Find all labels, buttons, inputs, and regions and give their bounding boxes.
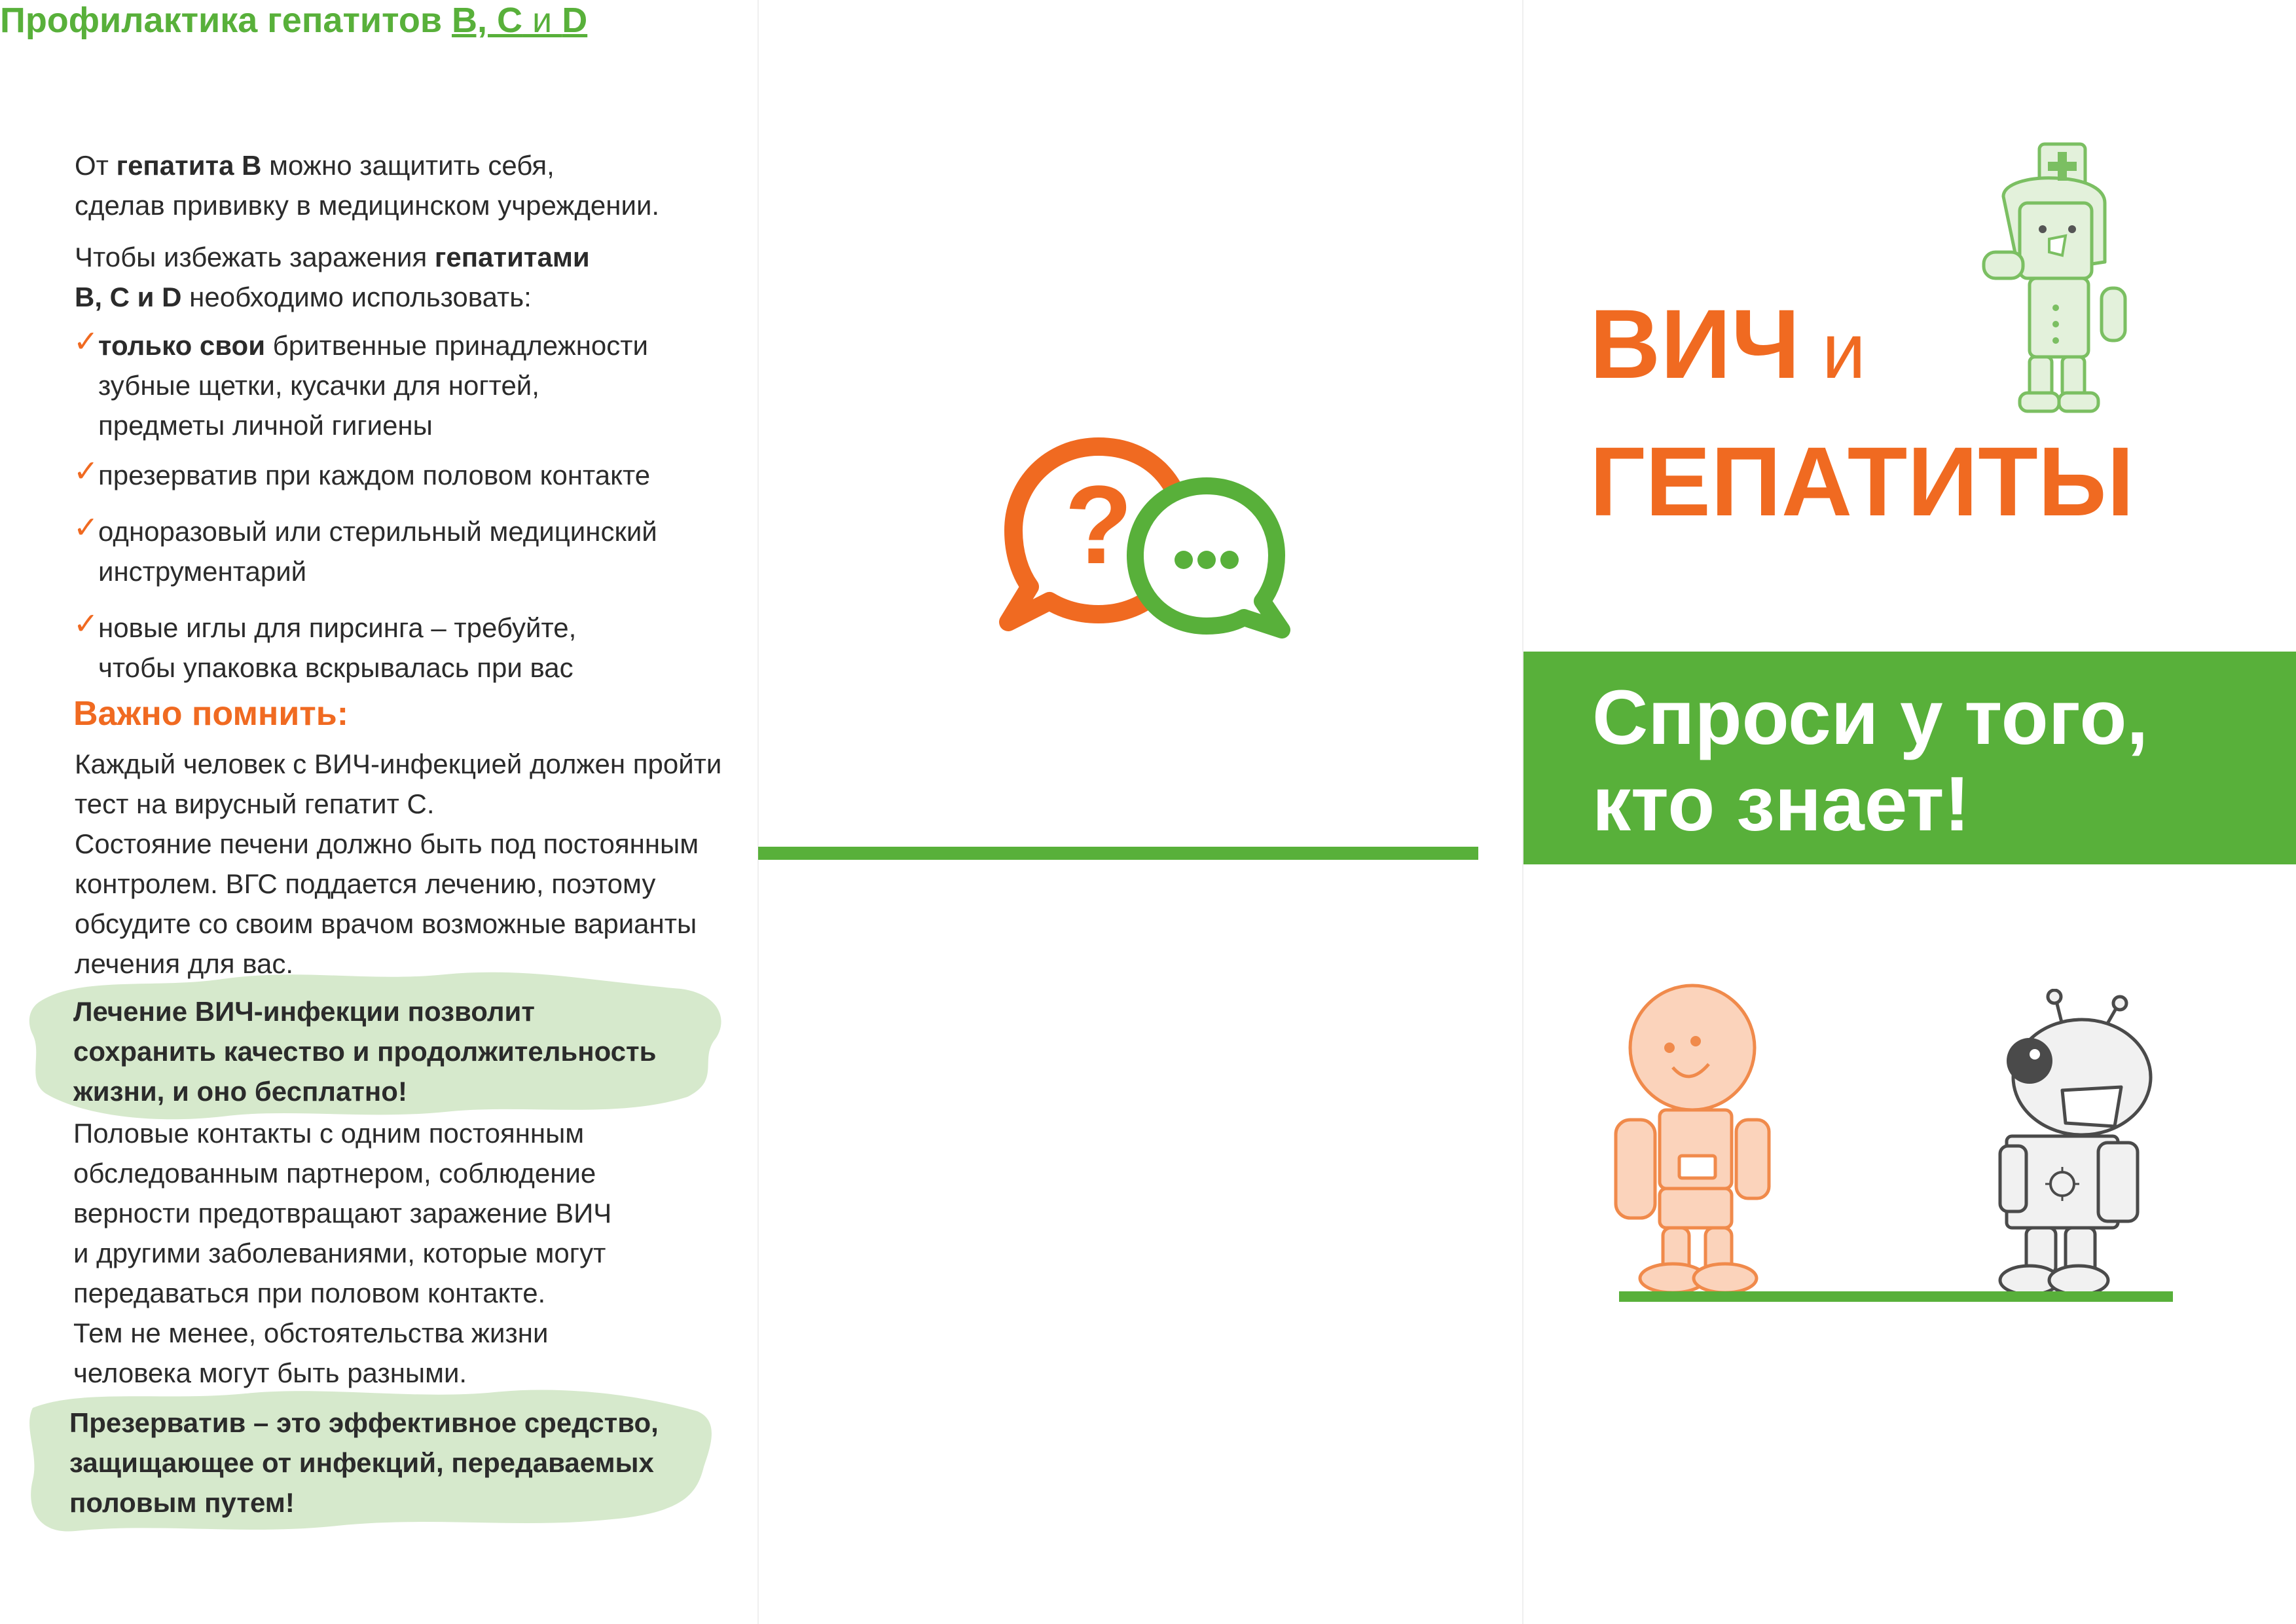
title-d: D [562,1,588,40]
check-icon: ✓ [73,606,99,640]
highlight-line: сохранить качество и продолжительность [73,1036,657,1067]
hepb-paragraph [75,145,659,225]
list-item-line: предметы личной гигиены [98,410,433,441]
title-prefix: Профилактика гепатитов [0,1,452,40]
body-line: верности предотвращают заражение ВИЧ [73,1198,612,1228]
list-item [98,455,650,495]
check-icon: ✓ [73,454,99,488]
list-item-line: зубные щетки, кусачки для ногтей, [98,370,539,401]
list-item [98,608,576,688]
important-line: Каждый человек с ВИЧ-инфекцией должен пройти [75,748,722,779]
cover-slogan [1592,674,2148,847]
cover-title-hiv: ВИЧ [1590,289,1800,399]
body-line: Половые контакты с одним постоянным [73,1118,585,1149]
hep-bcd-text-2: необходимо использовать: [181,282,532,312]
highlight-line: Презерватив – это эффективное средство, [69,1407,659,1438]
list-item-line: презерватив при каждом половом контакте [98,460,651,490]
hep-bcd-bold-1: гепатитами [434,242,590,272]
ground-line [1619,1291,2173,1302]
slogan-line-1: Спроси у того, [1592,674,2149,761]
question-mark: ? [1065,463,1133,587]
body-line: человека могут быть разными. [73,1357,467,1388]
hepb-text-1: От [75,150,117,181]
body-line: Тем не менее, обстоятельства жизни [73,1318,549,1348]
condom-highlight [69,1403,659,1522]
middle-panel [758,0,1523,1624]
list-item [98,511,657,591]
virus-robot-illustration [1984,989,2160,1297]
important-heading: Важно помнить: [73,695,349,733]
important-line: Состояние печени должно быть под постоянным [75,828,699,859]
body-line: и другими заболеваниями, которые могут [73,1238,606,1268]
hepb-text-3: сделав прививку в медицинском учреждении. [75,190,660,221]
highlight-line: половым путем! [69,1487,295,1518]
list-item-line: чтобы упаковка вскрывалась при вас [98,652,574,683]
list-item-line: инструментарий [98,556,307,587]
hep-bcd-paragraph [75,237,590,317]
cover-title-line-2: ГЕПАТИТЫ [1590,426,2134,536]
important-line: обсудите со своим врачом возможные варианты [75,908,697,939]
hepb-bold: гепатита В [116,150,262,181]
nurse-robot-illustration [1958,131,2154,432]
treatment-highlight [73,991,656,1111]
slogan-line-2: кто знает! [1592,761,1970,847]
hep-bcd-bold-2: В, С и D [75,282,182,312]
check-icon: ✓ [73,324,99,358]
important-line: лечения для вас. [75,948,294,979]
human-character-illustration [1597,982,1787,1297]
title-bc: B, C [452,1,523,40]
hep-bcd-text-1: Чтобы избежать заражения [75,242,435,272]
check-icon: ✓ [73,510,99,544]
list-item [98,325,648,445]
important-line: тест на вирусный гепатит С. [75,788,435,819]
chat-ellipsis-icon [1135,486,1282,630]
highlight-line: защищающее от инфекций, передаваемых [69,1447,654,1478]
body-paragraph [73,1113,611,1393]
important-line: контролем. ВГС поддается лечению, поэтому [75,868,656,899]
important-paragraph [75,744,721,984]
hepb-text-2: можно защитить себя, [261,150,555,181]
cover-title-line-1 [1590,289,1866,400]
title-and: и [522,1,562,40]
prevention-title [0,0,757,41]
list-item-bold: только свои [98,330,266,361]
list-item-line: новые иглы для пирсинга – требуйте, [98,612,577,643]
highlight-line: Лечение ВИЧ-инфекции позволит [73,996,535,1027]
body-line: обследованным партнером, соблюдение [73,1158,596,1189]
cover-title-and: и [1800,307,1866,395]
body-line: передаваться при половом контакте. [73,1278,546,1308]
highlight-line: жизни, и оно бесплатно! [73,1076,407,1107]
middle-divider-line [758,847,1478,860]
list-item-line: одноразовый или стерильный медицинский [98,516,657,547]
chat-bubbles-logo [994,432,1419,648]
list-item-line: бритвенные принадлежности [265,330,648,361]
left-panel [0,0,757,1624]
